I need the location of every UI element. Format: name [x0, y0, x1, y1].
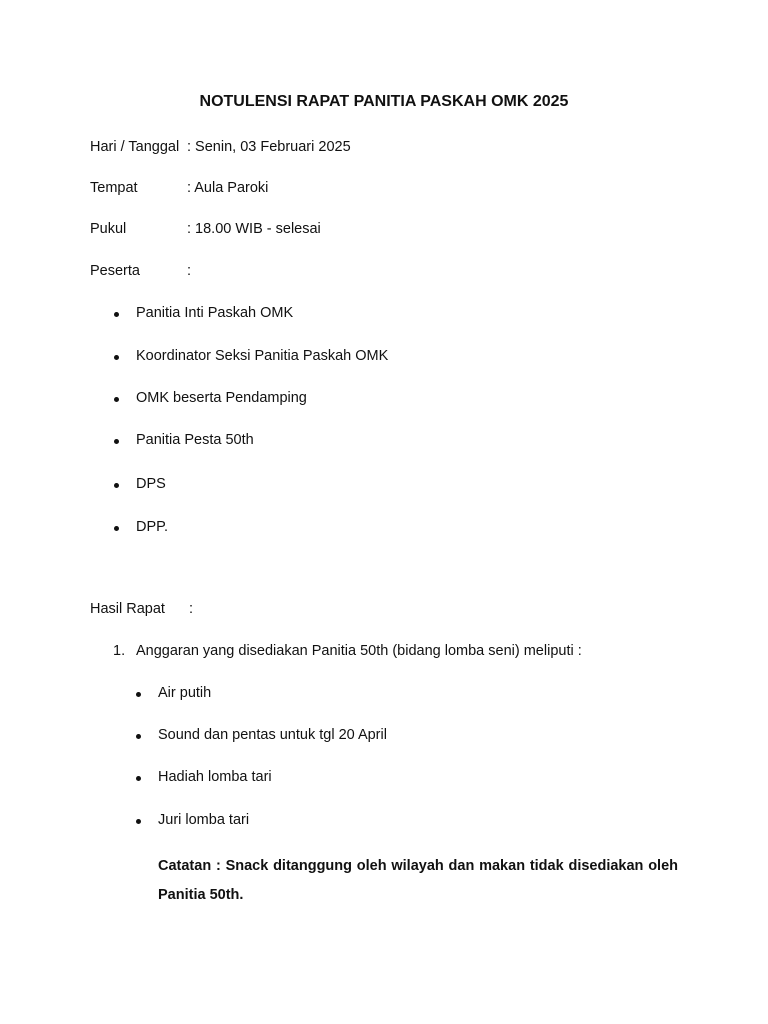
bullet-icon	[136, 776, 141, 781]
page-title: NOTULENSI RAPAT PANITIA PASKAH OMK 2025	[199, 93, 569, 110]
list-item-text: Koordinator Seksi Panitia Paskah OMK	[136, 348, 389, 364]
bullet-icon	[114, 439, 119, 444]
list-item-text: Hadiah lomba tari	[158, 769, 272, 785]
bullet-icon	[114, 397, 119, 402]
meta-hari-value: : Senin, 03 Februari 2025	[187, 139, 351, 155]
meta-tempat-value: : Aula Paroki	[187, 180, 269, 196]
meta-peserta-value: :	[187, 263, 192, 279]
list-item-text: Sound dan pentas untuk tgl 20 April	[158, 727, 387, 743]
list-item-text: OMK beserta Pendamping	[136, 390, 307, 406]
bullet-icon	[114, 483, 119, 488]
list-item-text: Air putih	[158, 685, 212, 701]
bullet-icon	[114, 526, 119, 531]
meta-peserta-label: Peserta	[90, 263, 140, 279]
hasil-rapat-label: Hasil Rapat	[90, 601, 165, 617]
meta-pukul-value: : 18.00 WIB - selesai	[187, 221, 321, 237]
bullet-icon	[136, 819, 141, 824]
bullet-icon	[114, 355, 119, 360]
bullet-icon	[114, 312, 119, 317]
list-item-text: Juri lomba tari	[158, 812, 250, 828]
meta-pukul-label: Pukul	[90, 221, 127, 237]
hasil-rapat-colon: :	[189, 601, 194, 617]
meta-hari-label: Hari / Tanggal	[90, 139, 180, 155]
list-item-text: Panitia Pesta 50th	[136, 432, 254, 448]
list-item-text: Panitia Inti Paskah OMK	[136, 305, 294, 321]
item-number: 1.	[113, 643, 126, 659]
list-item-text: DPS	[136, 476, 166, 492]
meta-tempat-label: Tempat	[90, 180, 138, 196]
bullet-icon	[136, 734, 141, 739]
item-text: Anggaran yang disediakan Panitia 50th (bidang lomba seni) meliputi :	[136, 643, 582, 659]
bullet-icon	[136, 692, 141, 697]
list-item-text: DPP.	[136, 519, 168, 535]
note-text: Catatan : Snack ditanggung oleh wilayah dan makan tidak disediakan oleh Panitia 50th.	[158, 858, 678, 903]
